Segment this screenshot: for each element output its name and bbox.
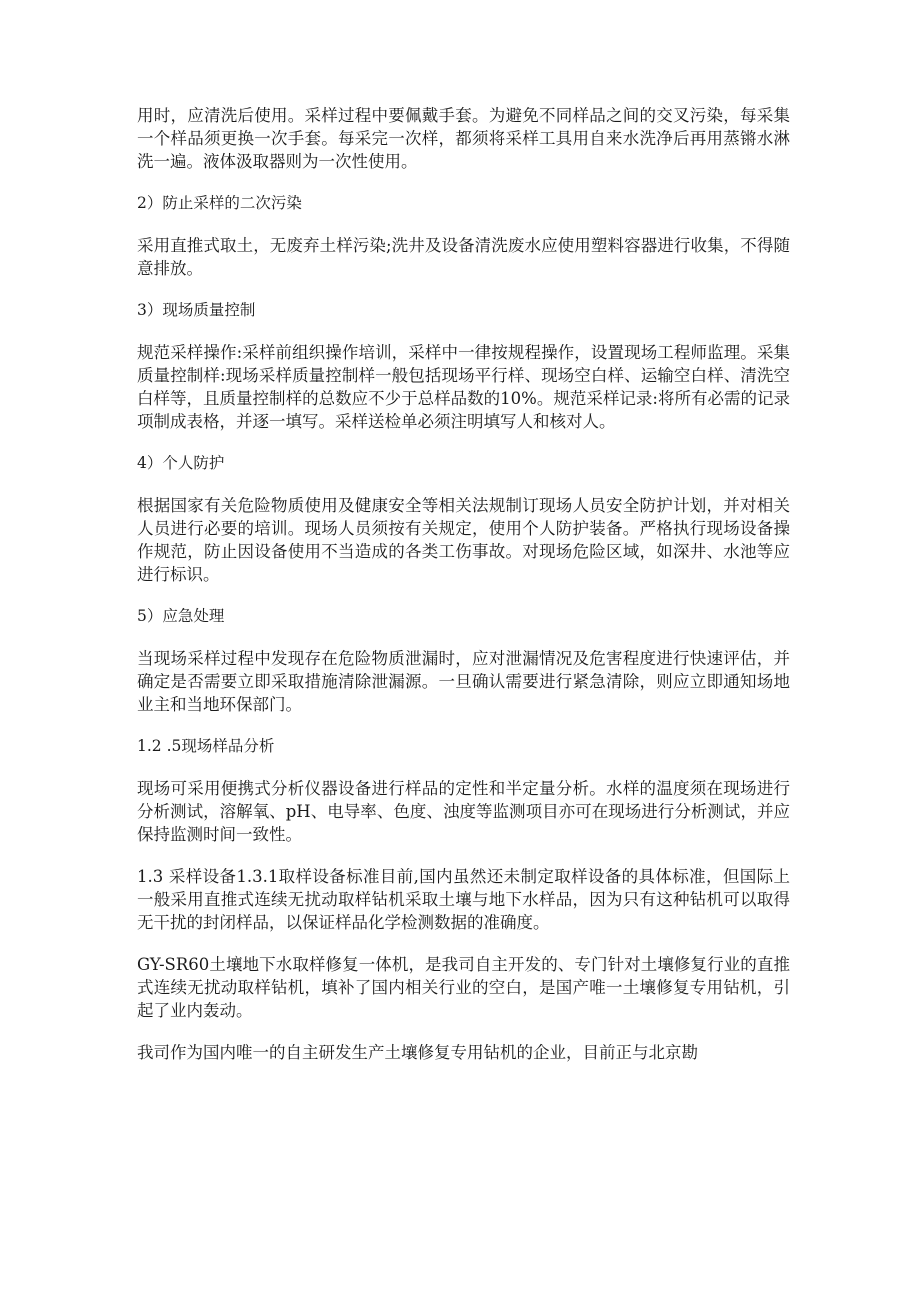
heading-onsite-sample-analysis: 1.2 .5现场样品分析 xyxy=(137,737,275,755)
paragraph-emergency-handling: 当现场采样过程中发现存在危险物质泄漏时，应对泄漏情况及危害程度进行快速评估，并确定是否需要立即采取措施清除泄漏源。一旦确认需要进行紧急清除，则应立即通知场地业主和当地环保部门。 xyxy=(137,649,790,714)
heading-secondary-contamination: 2）防止采样的二次污染 xyxy=(137,194,302,212)
heading-personal-protection: 4）个人防护 xyxy=(137,454,225,472)
paragraph-sampling-tool-cleaning: 用时，应清洗后使用。采样过程中要佩戴手套。为避免不同样品之间的交叉污染，每采集一个样品须更换一次手套。每采完一次样，都须将采样工具用自来水洗净后再用蒸锵水淋洗一遍。液体汲取器则为一次性使用。 xyxy=(137,106,790,171)
paragraph-sampling-equipment: 1.3 采样设备1.3.1取样设备标准目前,国内虽然还未制定取样设备的具体标准，但国际上一般采用直推式连续无扰动取样钻机采取土壤与地下水样品，因为只有这种钻机可以取得无干扰的封闭样品，以保证样品化学检测数据的准确度。 xyxy=(137,867,790,932)
paragraph-personal-protection: 根据国家有关危险物质使用及健康安全等相关法规制订现场人员安全防护计划，并对相关人员进行必要的培训。现场人员须按有关规定，使用个人防护装备。严格执行现场设备操作规范，防止因设备使用不当造成的各类工伤事故。对现场危险区域，如深井、水池等应进行标识。 xyxy=(137,496,790,584)
heading-field-quality-control: 3）现场质量控制 xyxy=(137,301,256,319)
paragraph-secondary-contamination: 采用直推式取土，无废弃土样污染;洗井及设备清洗废水应使用塑料容器进行收集，不得随意排放。 xyxy=(137,236,790,278)
paragraph-gy-sr60: GY-SR60土壤地下水取样修复一体机，是我司自主开发的、专门针对土壤修复行业的直推式连续无扰动取样钻机，填补了国内相关行业的空白，是国产唯一土壤修复专用钻机，引起了业内轰动。 xyxy=(137,955,790,1020)
heading-emergency-handling: 5）应急处理 xyxy=(137,607,225,625)
paragraph-onsite-sample-analysis: 现场可采用便携式分析仪器设备进行样品的定性和半定量分析。水样的温度须在现场进行分析测试，溶解氧、pH、电导率、色度、浊度等监测项目亦可在现场进行分析测试，并应保持监测时间一致性。 xyxy=(137,779,790,844)
paragraph-field-quality-control: 规范采样操作:采样前组织操作培训，采样中一律按规程操作，设置现场工程师监理。采集质量控制样:现场采样质量控制样一般包括现场平行样、现场空白样、运输空白样、清洗空白样等，且质量控制样的总数应不少于总样品数的10%。规范采样记录:将所有必需的记录项制成表格，并逐一填写。采样送检单必须注明填写人和核对人。 xyxy=(137,343,790,431)
paragraph-company-intro: 我司作为国内唯一的自主研发生产土壤修复专用钻机的企业，目前正与北京勘 xyxy=(137,1043,698,1062)
